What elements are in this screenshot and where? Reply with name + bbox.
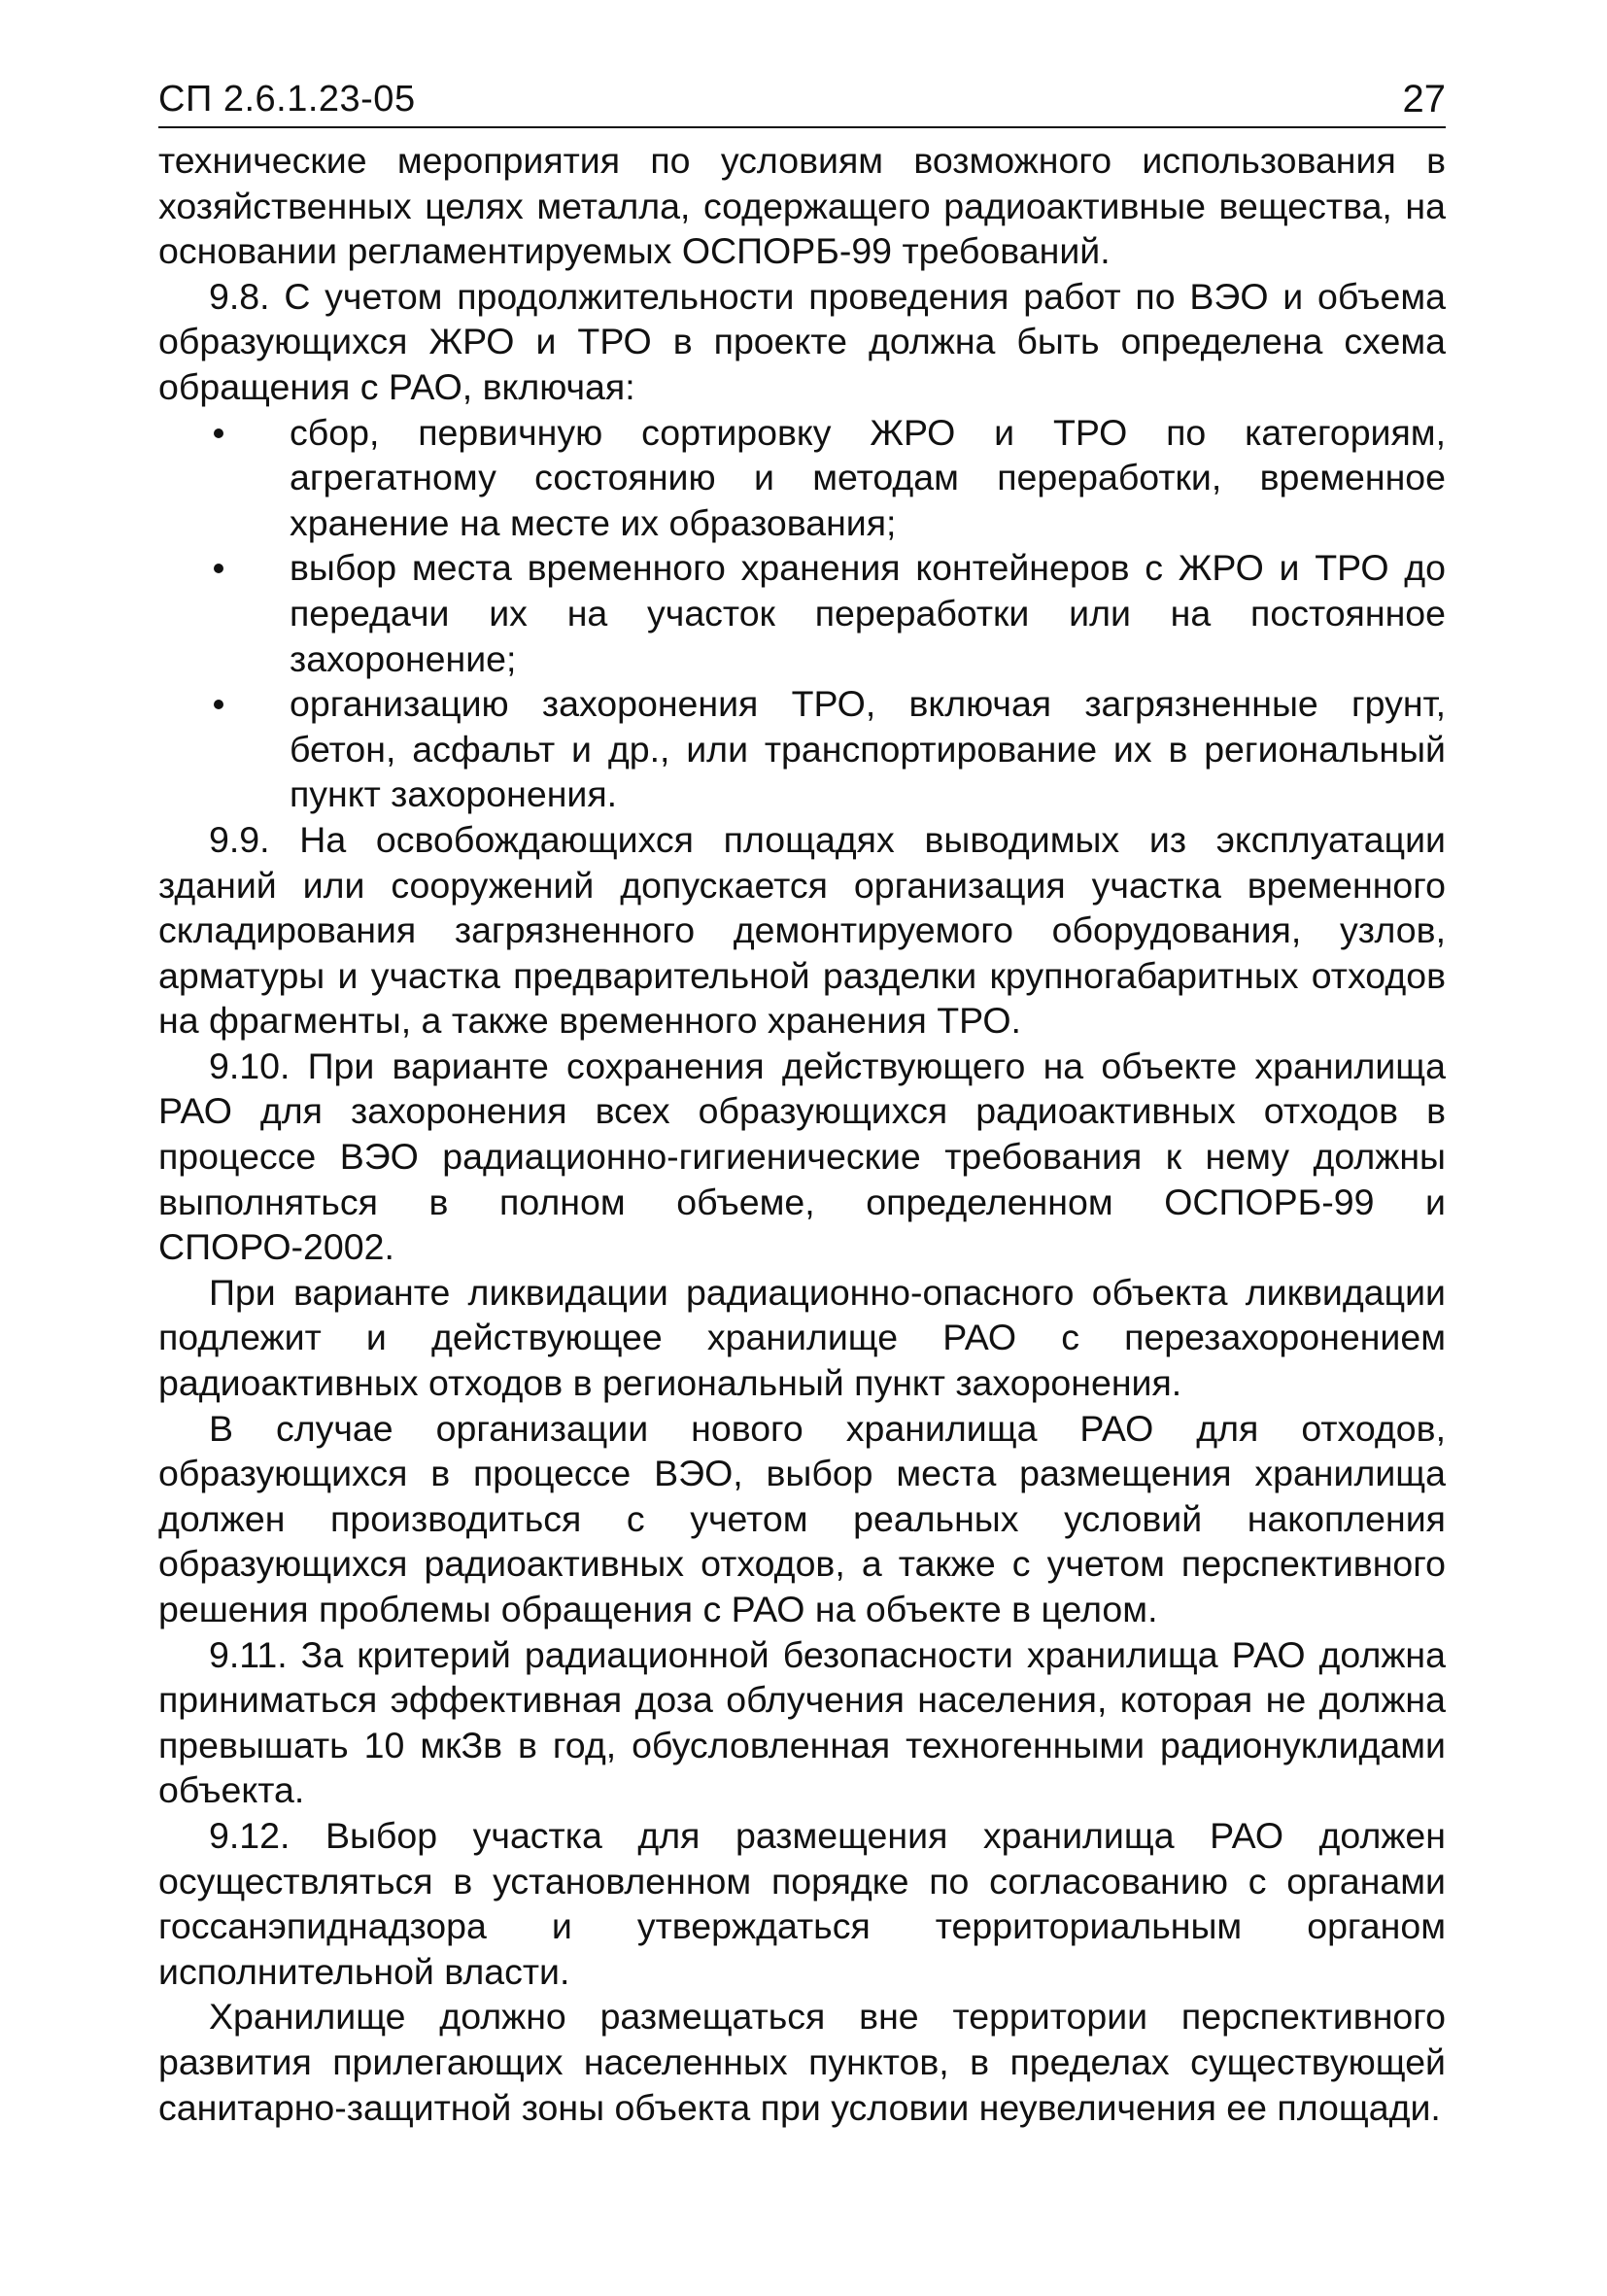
list-item-text: организацию захоронения ТРО, включая загрязненные грунт, бетон, асфальт и др., или транспортирование их в региональный пункт захоронения. — [290, 683, 1446, 815]
paragraph-9-10: 9.10. При варианте сохранения действующего на объекте хранилища РАО для захоронения всех образующихся радиоактивных отходов в процессе ВЭО радиационно-гигиенические требования к нему должны выполняться в полном объеме, определенном ОСПОРБ-99 и СПОРО-2002. — [158, 1045, 1446, 1268]
paragraph-new-storage: В случае организации нового хранилища РАО для отходов, образующихся в процессе ВЭО, выбор места размещения хранилища должен производиться с учетом реальных условий накопления образующихся радиоактивных отходов, а также с учетом перспективного решения проблемы обращения с РАО на объекте в целом. — [158, 1407, 1446, 1629]
paragraph-9-8: 9.8. С учетом продолжительности проведения работ по ВЭО и объема образующихся ЖРО и ТРО в проекте должна быть определена схема обращения с РАО, включая: — [158, 275, 1446, 407]
list-item-text: выбор места временного хранения контейнеров с ЖРО и ТРО до передачи их на участок переработки или на постоянное захоронение; — [290, 547, 1446, 679]
paragraph-9-11: 9.11. За критерий радиационной безопасности хранилища РАО должна приниматься эффективная доза облучения населения, которая не должна превышать 10 мкЗв в год, обусловленная техногенными радионуклидами объекта. — [158, 1633, 1446, 1811]
paragraph-storage-location: Хранилище должно размещаться вне территории перспективного развития прилегающих населенных пунктов, в пределах существующей санитарно-защитной зоны объекта при условии неувеличения ее площади. — [158, 1996, 1446, 2128]
list-item — [158, 410, 1446, 546]
list-item — [158, 545, 1446, 681]
body-text — [158, 138, 1446, 2130]
bullet-icon — [214, 700, 223, 709]
bullet-list — [158, 410, 1446, 817]
running-header — [158, 76, 1446, 128]
bullet-icon — [214, 564, 223, 573]
paragraph-continuation: технические мероприятия по условиям возможного использования в хозяйственных целях металла, содержащего радиоактивные вещества, на основании регламентируемых ОСПОРБ-99 требований. — [158, 140, 1446, 272]
list-item-text: сбор, первичную сортировку ЖРО и ТРО по категориям, агрегатному состоянию и методам переработки, временное хранение на месте их образования; — [290, 411, 1446, 543]
paragraph-9-9: 9.9. На освобождающихся площадях выводимых из эксплуатации зданий или сооружений допускается организация участка временного складирования загрязненного демонтируемого оборудования, узлов, арматуры и участка предварительной разделки крупногабаритных отходов на фрагменты, а также временного хранения ТРО. — [158, 818, 1446, 1042]
document-code: СП 2.6.1.23-05 — [158, 79, 416, 120]
paragraph-liquidation: При варианте ликвидации радиационно-опасного объекта ликвидации подлежит и действующее хранилище РАО с перезахоронением радиоактивных отходов в региональный пункт захоронения. — [158, 1271, 1446, 1404]
list-item — [158, 681, 1446, 817]
bullet-icon — [214, 428, 223, 438]
paragraph-9-12: 9.12. Выбор участка для размещения хранилища РАО должен осуществляться в установленном порядке по согласованию с органами госсанэпиднадзора и утверждаться территориальным органом исполнительной власти. — [158, 1814, 1446, 1992]
page-number: 27 — [1402, 78, 1446, 120]
document-page — [158, 76, 1446, 2130]
